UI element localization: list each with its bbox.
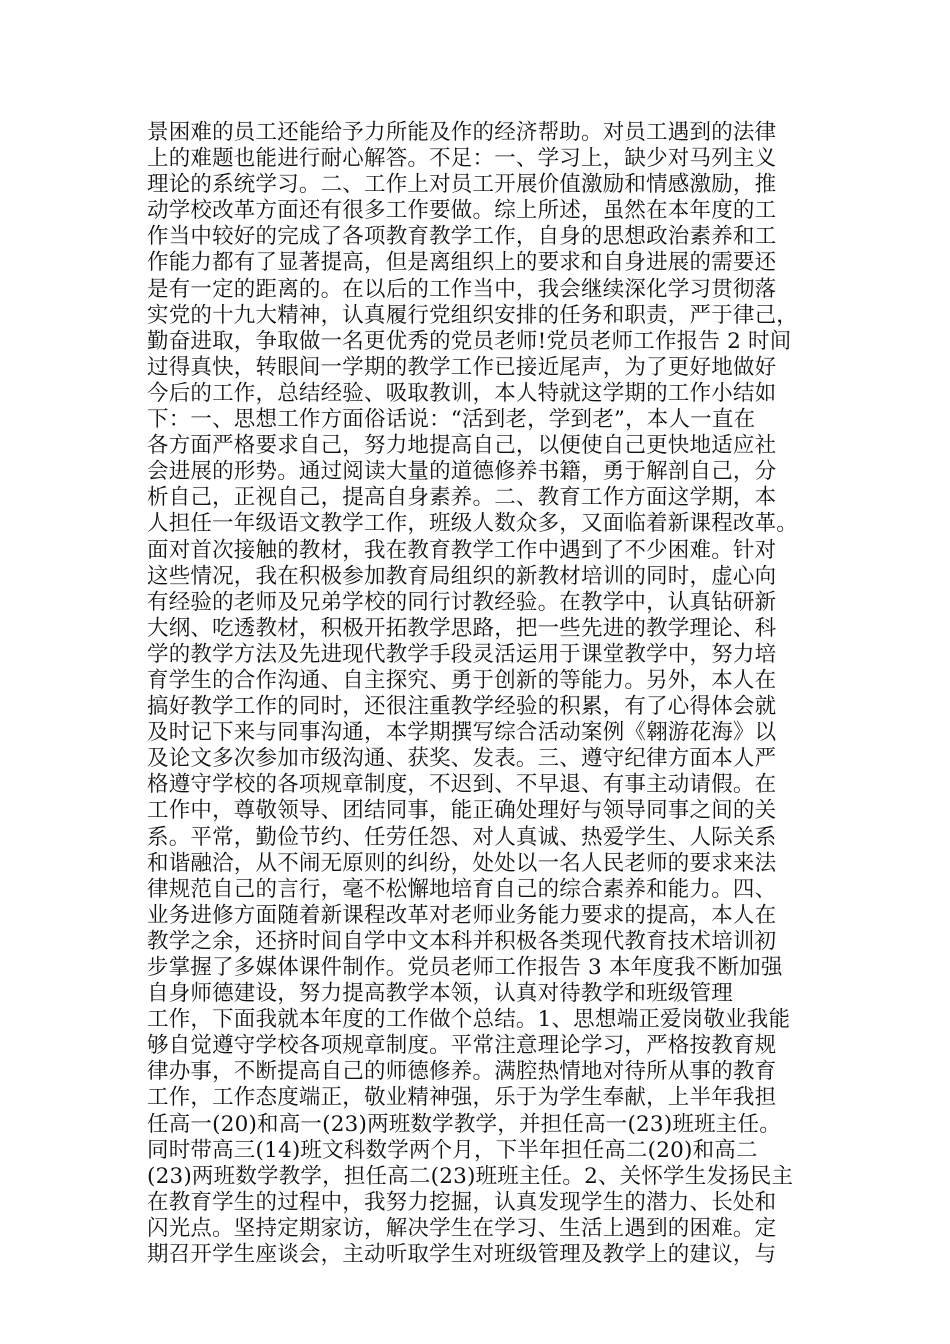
body-text xyxy=(147,120,807,1268)
text-line: 勤奋进取，争取做一名更优秀的党员老师!党员老师工作报告 2 时间 xyxy=(147,328,792,354)
text-line: 上的难题也能进行耐心解答。不足：一、学习上，缺少对马列主义 xyxy=(147,146,777,172)
text-line: 律办事，不断提高自己的师德修养。满腔热情地对待所从事的教育 xyxy=(147,1059,777,1085)
text-line: 会进展的形势。通过阅读大量的道德修养书籍，勇于解剖自己，分 xyxy=(147,459,777,485)
text-line: 作能力都有了显著提高，但是离组织上的要求和自身进展的需要还 xyxy=(147,250,777,276)
text-line: 是有一定的距离的。在以后的工作当中，我会继续深化学习贯彻落 xyxy=(147,276,777,302)
text-line: 工作，工作态度端正，敬业精神强，乐于为学生奉献，上半年我担 xyxy=(147,1085,777,1111)
text-line: 大纲、吃透教材，积极开拓教学思路，把一些先进的教学理论、科 xyxy=(147,615,777,641)
text-line: 过得真快，转眼间一学期的教学工作已接近尾声，为了更好地做好 xyxy=(147,354,777,380)
text-line: 学的教学方法及先进现代教学手段灵活运用于课堂教学中，努力培 xyxy=(147,641,777,667)
text-line: 期召开学生座谈会，主动听取学生对班级管理及教学上的建议，与 xyxy=(147,1242,777,1268)
text-line: 理论的系统学习。二、工作上对员工开展价值激励和情感激励，推 xyxy=(147,172,777,198)
text-line: 自身师德建设，努力提高教学本领，认真对待教学和班级管理 xyxy=(147,981,733,1007)
text-line: 析自己，正视自己，提高自身素养。二、教育工作方面这学期，本 xyxy=(147,485,777,511)
text-line: 面对首次接触的教材，我在教育教学工作中遇到了不少困难。针对 xyxy=(147,537,777,563)
text-line: 工作中，尊敬领导、团结同事，能正确处理好与领导同事之间的关 xyxy=(147,798,777,824)
text-line: 业务进修方面随着新课程改革对老师业务能力要求的提高，本人在 xyxy=(147,902,777,928)
text-line: 下：一、思想工作方面俗话说：“活到老，学到老”，本人一直在 xyxy=(147,407,756,433)
text-line: (23)两班数学教学，担任高二(23)班班主任。2、关怀学生发扬民主 xyxy=(147,1163,794,1189)
text-line: 闪光点。坚持定期家访，解决学生在学习、生活上遇到的困难。定 xyxy=(147,1215,777,1241)
text-line: 今后的工作，总结经验、吸取教训，本人特就这学期的工作小结如 xyxy=(147,380,777,406)
text-line: 搞好教学工作的同时，还很注重教学经验的积累，有了心得体会就 xyxy=(147,694,777,720)
text-line: 工作，下面我就本年度的工作做个总结。1、思想端正爱岗敬业我能 xyxy=(147,1007,791,1033)
text-line: 同时带高三(14)班文科数学两个月，下半年担任高二(20)和高二 xyxy=(147,1137,758,1163)
text-line: 够自觉遵守学校各项规章制度。平常注意理论学习，严格按教育规 xyxy=(147,1033,777,1059)
text-line: 实党的十九大精神，认真履行党组织安排的任务和职责，严于律己， xyxy=(147,302,799,328)
text-line: 和谐融洽，从不闹无原则的纠纷，处处以一名人民老师的要求来法 xyxy=(147,850,777,876)
text-line: 各方面严格要求自己，努力地提高自己，以便使自己更快地适应社 xyxy=(147,433,777,459)
text-line: 景困难的员工还能给予力所能及作的经济帮助。对员工遇到的法律 xyxy=(147,120,777,145)
text-line: 步掌握了多媒体课件制作。党员老师工作报告 3 本年度我不断加强 xyxy=(147,955,783,980)
text-line: 及论文多次参加市级沟通、获奖、发表。三、遵守纪律方面本人严 xyxy=(147,746,777,772)
text-line: 任高一(20)和高一(23)两班数学教学，并担任高一(23)班班主任。 xyxy=(147,1111,781,1137)
text-line: 作当中较好的完成了各项教育教学工作，自身的思想政治素养和工 xyxy=(147,224,777,250)
text-line: 有经验的老师及兄弟学校的同行讨教经验。在教学中，认真钻研新 xyxy=(147,589,777,615)
text-line: 格遵守学校的各项规章制度，不迟到、不早退、有事主动请假。在 xyxy=(147,772,777,798)
text-line: 在教育学生的过程中，我努力挖掘，认真发现学生的潜力、长处和 xyxy=(147,1189,777,1215)
text-line: 育学生的合作沟通、自主探究、勇于创新的等能力。另外，本人在 xyxy=(147,667,777,693)
text-line: 系。平常，勤俭节约、任劳任怨、对人真诚、热爱学生、人际关系 xyxy=(147,824,777,850)
text-line: 及时记下来与同事沟通，本学期撰写综合活动案例《翱游花海》以 xyxy=(147,720,777,746)
text-line: 这些情况，我在积极参加教育局组织的新教材培训的同时，虚心向 xyxy=(147,563,777,589)
text-line: 教学之余，还挤时间自学中文本科并积极各类现代教育技术培训初 xyxy=(147,928,777,954)
text-line: 动学校改革方面还有很多工作要做。综上所述，虽然在本年度的工 xyxy=(147,198,777,224)
text-line: 律规范自己的言行，毫不松懈地培育自己的综合素养和能力。四、 xyxy=(147,876,777,902)
text-line: 人担任一年级语文教学工作，班级人数众多，又面临着新课程改革。 xyxy=(147,511,799,537)
